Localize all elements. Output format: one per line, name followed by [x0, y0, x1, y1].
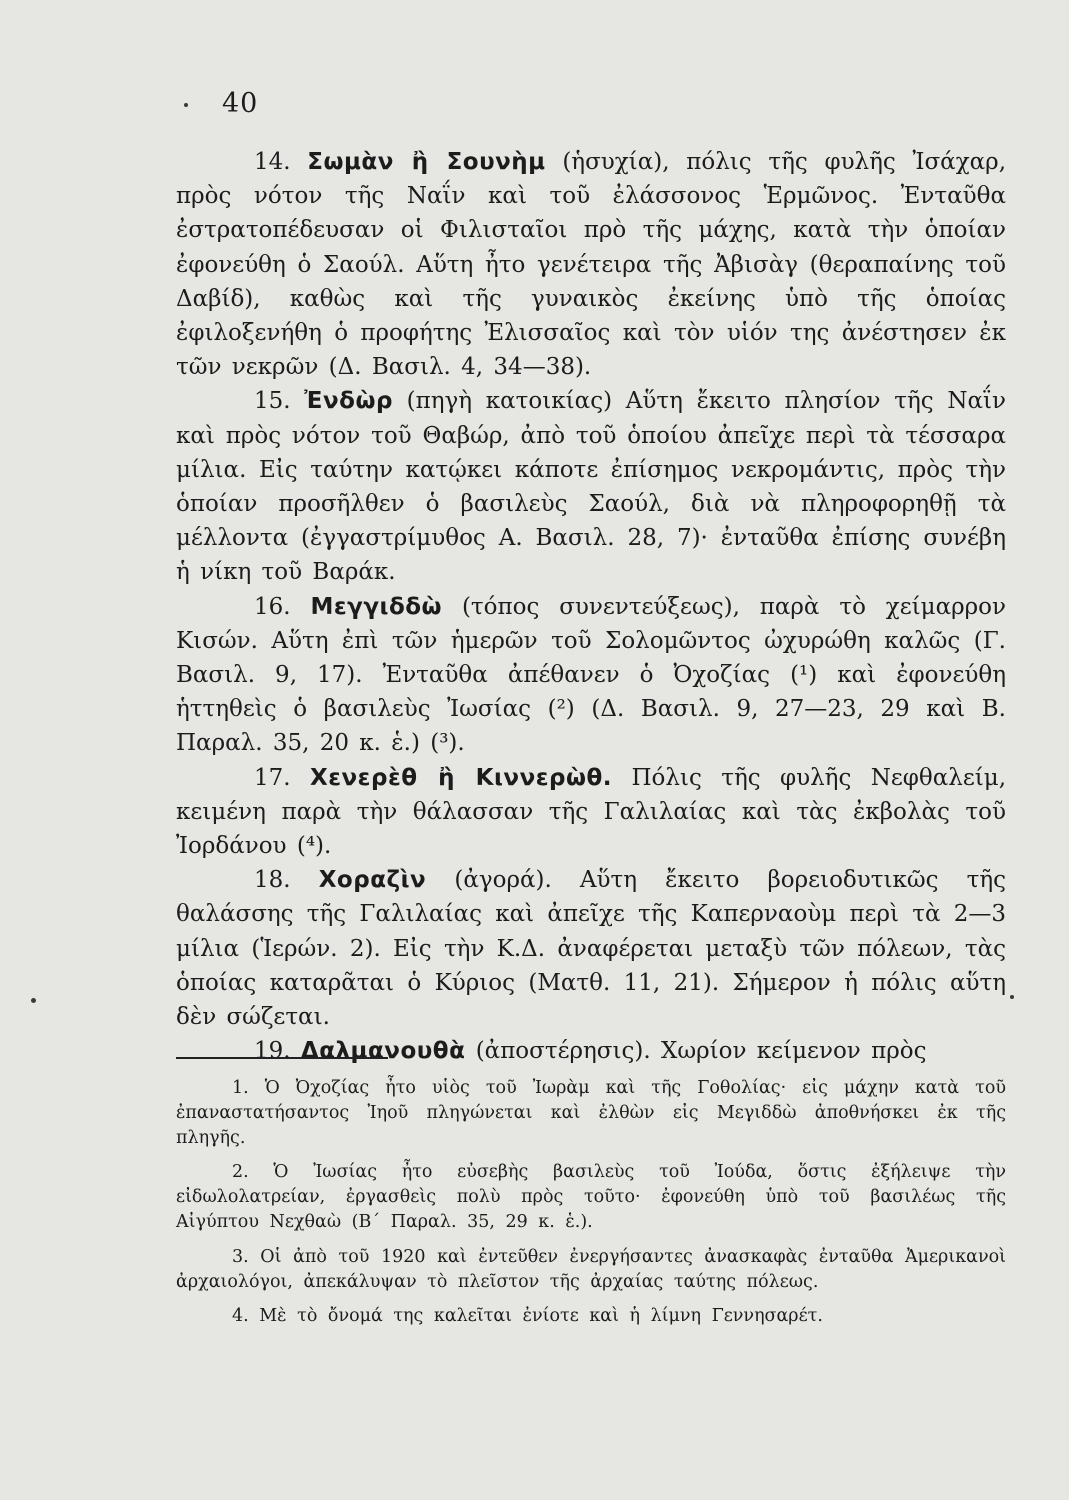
margin-dot-top	[184, 103, 188, 107]
entry-15	[176, 384, 1006, 589]
entry-number: 18.	[254, 867, 291, 894]
entry-19	[176, 1034, 1006, 1068]
entry-text: (πηγὴ κατοικίας) Αὕτη ἔκειτο πλησίον τῆς Ναΐν καὶ πρὸς νότον τοῦ Θαβώρ, ἀπὸ τοῦ ὁποίου ἀπεῖχε περὶ τὰ τέσσαρα μίλια. Εἰς ταύτην κατῴκει κάποτε ἐπίσημος νεκρομάντις, πρὸς τὴν ὁποίαν προσῆλθεν ὁ βασιλεὺς Σαούλ, διὰ νὰ πληροφορηθῇ τὰ μέλλοντα (ἐγγαστρίμυθος Α. Βασιλ. 28, 7)· ἐνταῦθα ἐπίσης συνέβη ἡ νίκη τοῦ Βαράκ.	[176, 388, 1006, 586]
footnotes	[176, 1076, 1006, 1339]
entry-16	[176, 590, 1006, 761]
entry-number: 15.	[254, 388, 291, 415]
entry-17	[176, 761, 1006, 864]
entry-heading: Χοραζὶν	[318, 867, 427, 894]
entry-heading: Δαλμανουθὰ	[300, 1038, 466, 1065]
entry-14	[176, 145, 1006, 384]
footnote-rule	[176, 1057, 388, 1059]
entry-text: (ἀγορά). Αὕτη ἔκειτο βορειοδυτικῶς τῆς θαλάσσης τῆς Γαλιλαίας καὶ ἀπεῖχε τῆς Καπερναοὺμ περὶ τὰ 2—3 μίλια (Ἱερών. 2). Εἰς τὴν Κ.Δ. ἀναφέρεται μεταξὺ τῶν πόλεων, τὰς ὁποίας καταρᾶται ὁ Κύριος (Ματθ. 11, 21). Σήμερον ἡ πόλις αὕτη δὲν σώζεται.	[176, 867, 1007, 1031]
margin-dot-right	[1010, 995, 1014, 999]
margin-dot-left	[31, 998, 36, 1003]
entry-number: 19.	[254, 1038, 291, 1065]
entry-number: 17.	[254, 764, 291, 791]
footnote-3: 3. Οἱ ἀπὸ τοῦ 1920 καὶ ἐντεῦθεν ἐνεργήσαντες ἀνασκαφὰς ἐνταῦθα Ἀμερικανοὶ ἀρχαιολόγοι, ἀπεκάλυψαν τὸ πλεῖστον τῆς ἀρχαίας ταύτης πόλεως.	[176, 1246, 1006, 1292]
entry-heading: Χενερὲθ ἢ Κιννερὼθ.	[309, 764, 613, 791]
entry-18	[176, 863, 1006, 1034]
entry-heading: Ἐνδὼρ	[304, 388, 393, 415]
footnote-2: 2. Ὁ Ἰωσίας ἦτο εὐσεβὴς βασιλεὺς τοῦ Ἰούδα, ὅστις ἐξήλειψε τὴν εἰδωλολατρείαν, ἐργασθεὶς πολὺ πρὸς τοῦτο· ἐφονεύθη ὑπὸ τοῦ βασιλέως τῆς Αἰγύπτου Νεχθαὼ (Β΄ Παραλ. 35, 29 κ. ἑ.).	[176, 1162, 1006, 1232]
entry-text: (ἀποστέρησις). Χωρίον κείμενον πρὸς	[475, 1038, 927, 1065]
entry-heading: Σωμὰν ἢ Σουνὴμ	[307, 149, 546, 175]
footnote-1: 1. Ὁ Ὀχοζίας ἦτο υἱὸς τοῦ Ἰωρὰμ καὶ τῆς Γοθολίας· εἰς μάχην κατὰ τοῦ ἐπαναστατήσαντος Ἰηοῦ πληγώνεται καὶ ἐλθὼν εἰς Μεγιδδὼ ἀποθνήσκει ἐκ τῆς πληγῆς.	[176, 1078, 1006, 1148]
entry-text: (τόπος συνεντεύξεως), παρὰ τὸ χείμαρρον Κισών. Αὕτη ἐπὶ τῶν ἡμερῶν τοῦ Σολομῶντος ὠχυρώθη καλῶς (Γ. Βασιλ. 9, 17). Ἐνταῦθα ἀπέθανεν ὁ Ὀχοζίας (¹) καὶ ἐφονεύθη ἡττηθεὶς ὁ βασιλεὺς Ἰωσίας (²) (Δ. Βασιλ. 9, 27—23, 29 καὶ Β. Παραλ. 35, 20 κ. ἑ.) (³).	[176, 593, 1007, 757]
entry-number: 14.	[254, 149, 291, 175]
entry-heading: Μεγγιδδὼ	[310, 593, 443, 620]
entry-text: Πόλις τῆς φυλῆς Νεφθαλείμ, κειμένη παρὰ τὴν θάλασσαν τῆς Γαλιλαίας καὶ τὰς ἐκβολὰς τοῦ Ἰορδάνου (⁴).	[176, 764, 1007, 860]
footnote-4: 4. Μὲ τὸ ὄνομά της καλεῖται ἐνίοτε καὶ ἡ λίμνη Γεννησαρέτ.	[232, 1306, 823, 1327]
main-text	[176, 145, 1006, 1068]
entry-text: (ἡσυχία), πόλις τῆς φυλῆς Ἰσάχαρ, πρὸς νότον τῆς Ναΐν καὶ τοῦ ἐλάσσονος Ἑρμῶνος. Ἐνταῦθα ἐστρατοπέδευσαν οἱ Φιλισταῖοι πρὸ τῆς μάχης, κατὰ τὴν ὁποίαν ἐφονεύθη ὁ Σαούλ. Αὕτη ἦτο γενέτειρα τῆς Ἀβισὰγ (θεραπαίνης τοῦ Δαβίδ), καθὼς καὶ τῆς γυναικὸς ἐκείνης ὑπὸ τῆς ὁποίας ἐφιλοξενήθη ὁ προφήτης Ἐλισσαῖος καὶ τὸν υἱόν της ἀνέστησεν ἐκ τῶν νεκρῶν (Δ. Βασιλ. 4, 34—38).	[176, 149, 1007, 381]
entry-number: 16.	[254, 593, 291, 620]
page-number: 40	[222, 88, 259, 119]
